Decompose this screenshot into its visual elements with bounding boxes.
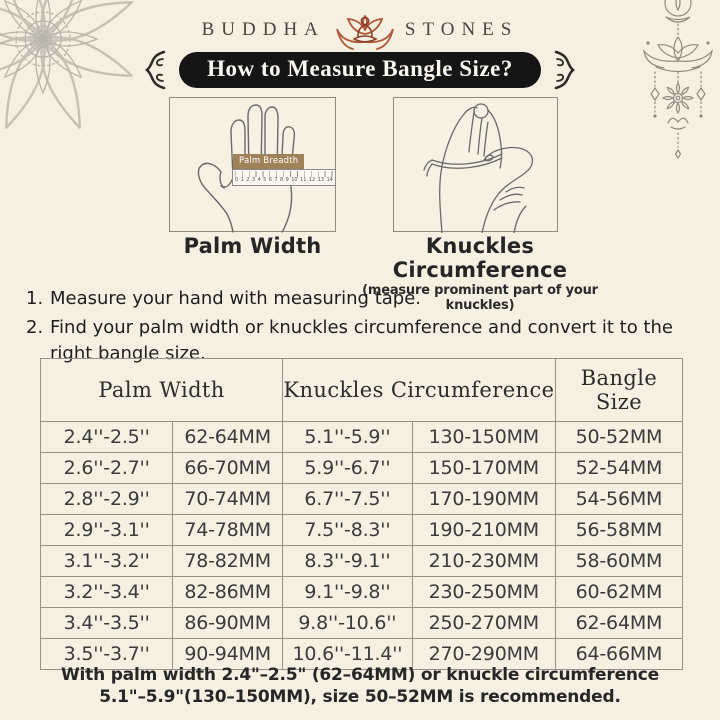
table-row — [41, 577, 683, 608]
swirl-ornament-right — [553, 49, 580, 91]
table-cell: 3.1''-3.2'' — [41, 546, 173, 577]
ruler-number: 2 — [246, 177, 250, 183]
ruler-number: 8 — [280, 177, 284, 183]
ruler-number: 3 — [251, 177, 256, 183]
table-cell: 86-90MM — [173, 608, 283, 639]
col-header-bangle-size: Bangle Size — [555, 359, 682, 422]
table-row — [41, 546, 683, 577]
ruler-number: 14 — [326, 177, 333, 183]
table-cell: 78-82MM — [173, 546, 283, 577]
palm-width-caption: Palm Width — [183, 234, 322, 258]
table-cell: 130-150MM — [412, 422, 555, 453]
table-cell: 9.1''-9.8'' — [283, 577, 413, 608]
table-cell: 9.8''-10.6'' — [283, 608, 413, 639]
size-conversion-table — [40, 358, 683, 670]
table-cell: 50-52MM — [555, 422, 682, 453]
instruction-text: Find your palm width or knuckles circumference and convert it to the right bangle size. — [50, 317, 673, 365]
table-cell: 70-74MM — [173, 484, 283, 515]
table-cell: 3.2''-3.4'' — [41, 577, 173, 608]
table-cell: 8.3''-9.1'' — [283, 546, 413, 577]
ruler-number: 11 — [300, 177, 307, 183]
ruler-number: 4 — [257, 177, 261, 183]
table-row — [41, 515, 683, 546]
lotus-buddha-logo-icon — [333, 8, 397, 52]
table-cell: 82-86MM — [173, 577, 283, 608]
table-cell: 64-66MM — [555, 639, 682, 670]
knuckles-caption: Knuckles Circumference — [392, 234, 568, 282]
table-cell: 170-190MM — [412, 484, 555, 515]
swirl-ornament-left — [140, 49, 167, 91]
table-cell: 2.6''-2.7'' — [41, 453, 173, 484]
brand-logo — [0, 8, 720, 52]
brand-word-left: BUDDHA — [201, 19, 325, 40]
table-cell: 56-58MM — [555, 515, 682, 546]
table-cell: 90-94MM — [173, 639, 283, 670]
table-cell: 54-56MM — [555, 484, 682, 515]
table-cell: 74-78MM — [173, 515, 283, 546]
ruler — [232, 169, 336, 186]
table-row — [41, 453, 683, 484]
table-cell: 2.9''-3.1'' — [41, 515, 173, 546]
table-row — [41, 608, 683, 639]
palm-width-illustration-box — [169, 97, 336, 232]
ruler-number: 13 — [317, 177, 325, 183]
table-cell: 210-230MM — [412, 546, 555, 577]
table-cell: 250-270MM — [412, 608, 555, 639]
table-cell: 60-62MM — [555, 577, 682, 608]
table-cell: 150-170MM — [412, 453, 555, 484]
size-table-body — [41, 422, 683, 670]
ruler-number: 9 — [285, 177, 289, 183]
recommendation-line-2: 5.1"–5.9"(130–150MM), size 50–52MM is recommended. — [99, 687, 621, 708]
knuckles-caption-note: (measure prominent part of your knuckles) — [362, 283, 598, 313]
palm-breadth-tag: Palm Breadth — [233, 154, 304, 169]
recommendation-line-1: With palm width 2.4"–2.5" (62–64MM) or knuckle circumference — [60, 665, 660, 685]
table-cell: 6.7''-7.5'' — [283, 484, 413, 515]
ruler-number: 1 — [240, 177, 244, 183]
ruler-number: 7 — [274, 177, 278, 183]
table-cell: 5.9''-6.7'' — [283, 453, 413, 484]
table-cell: 2.4''-2.5'' — [41, 422, 173, 453]
ruler-number: 5 — [263, 177, 267, 183]
ruler-number: 10 — [291, 177, 298, 183]
table-cell: 66-70MM — [173, 453, 283, 484]
table-row — [41, 484, 683, 515]
ruler-number: 0 — [235, 177, 239, 183]
table-cell: 62-64MM — [555, 608, 682, 639]
table-cell: 7.5''-8.3'' — [283, 515, 413, 546]
table-cell: 10.6''-11.4'' — [283, 639, 413, 670]
table-row — [41, 422, 683, 453]
table-cell: 230-250MM — [412, 577, 555, 608]
banner-row — [0, 49, 720, 91]
banner-title: How to Measure Bangle Size? — [179, 52, 541, 88]
table-cell: 3.5''-3.7'' — [41, 639, 173, 670]
knuckles-illustration-box — [393, 97, 558, 232]
ruler-number: 12 — [308, 177, 316, 183]
table-cell: 3.4''-3.5'' — [41, 608, 173, 639]
table-cell: 52-54MM — [555, 453, 682, 484]
table-cell: 270-290MM — [412, 639, 555, 670]
instruction-item-1 — [26, 286, 702, 312]
table-cell: 2.8''-2.9'' — [41, 484, 173, 515]
instruction-number: 1. — [26, 288, 44, 309]
brand-word-right: STONES — [404, 19, 519, 40]
table-cell: 5.1''-5.9'' — [283, 422, 413, 453]
table-header-row — [41, 359, 683, 422]
ruler-number: 6 — [268, 177, 272, 183]
table-cell: 190-210MM — [412, 515, 555, 546]
instruction-number: 2. — [26, 317, 44, 339]
col-header-palm-width: Palm Width — [41, 359, 283, 422]
instruction-text: Measure your hand with measuring tape. — [50, 288, 422, 309]
recommendation-note — [0, 664, 720, 709]
col-header-knuckles-circumference: Knuckles Circumference — [283, 359, 556, 422]
table-cell: 62-64MM — [173, 422, 283, 453]
knuckles-hand-illustration — [394, 98, 559, 233]
ruler-numbers — [233, 178, 335, 183]
table-cell: 58-60MM — [555, 546, 682, 577]
